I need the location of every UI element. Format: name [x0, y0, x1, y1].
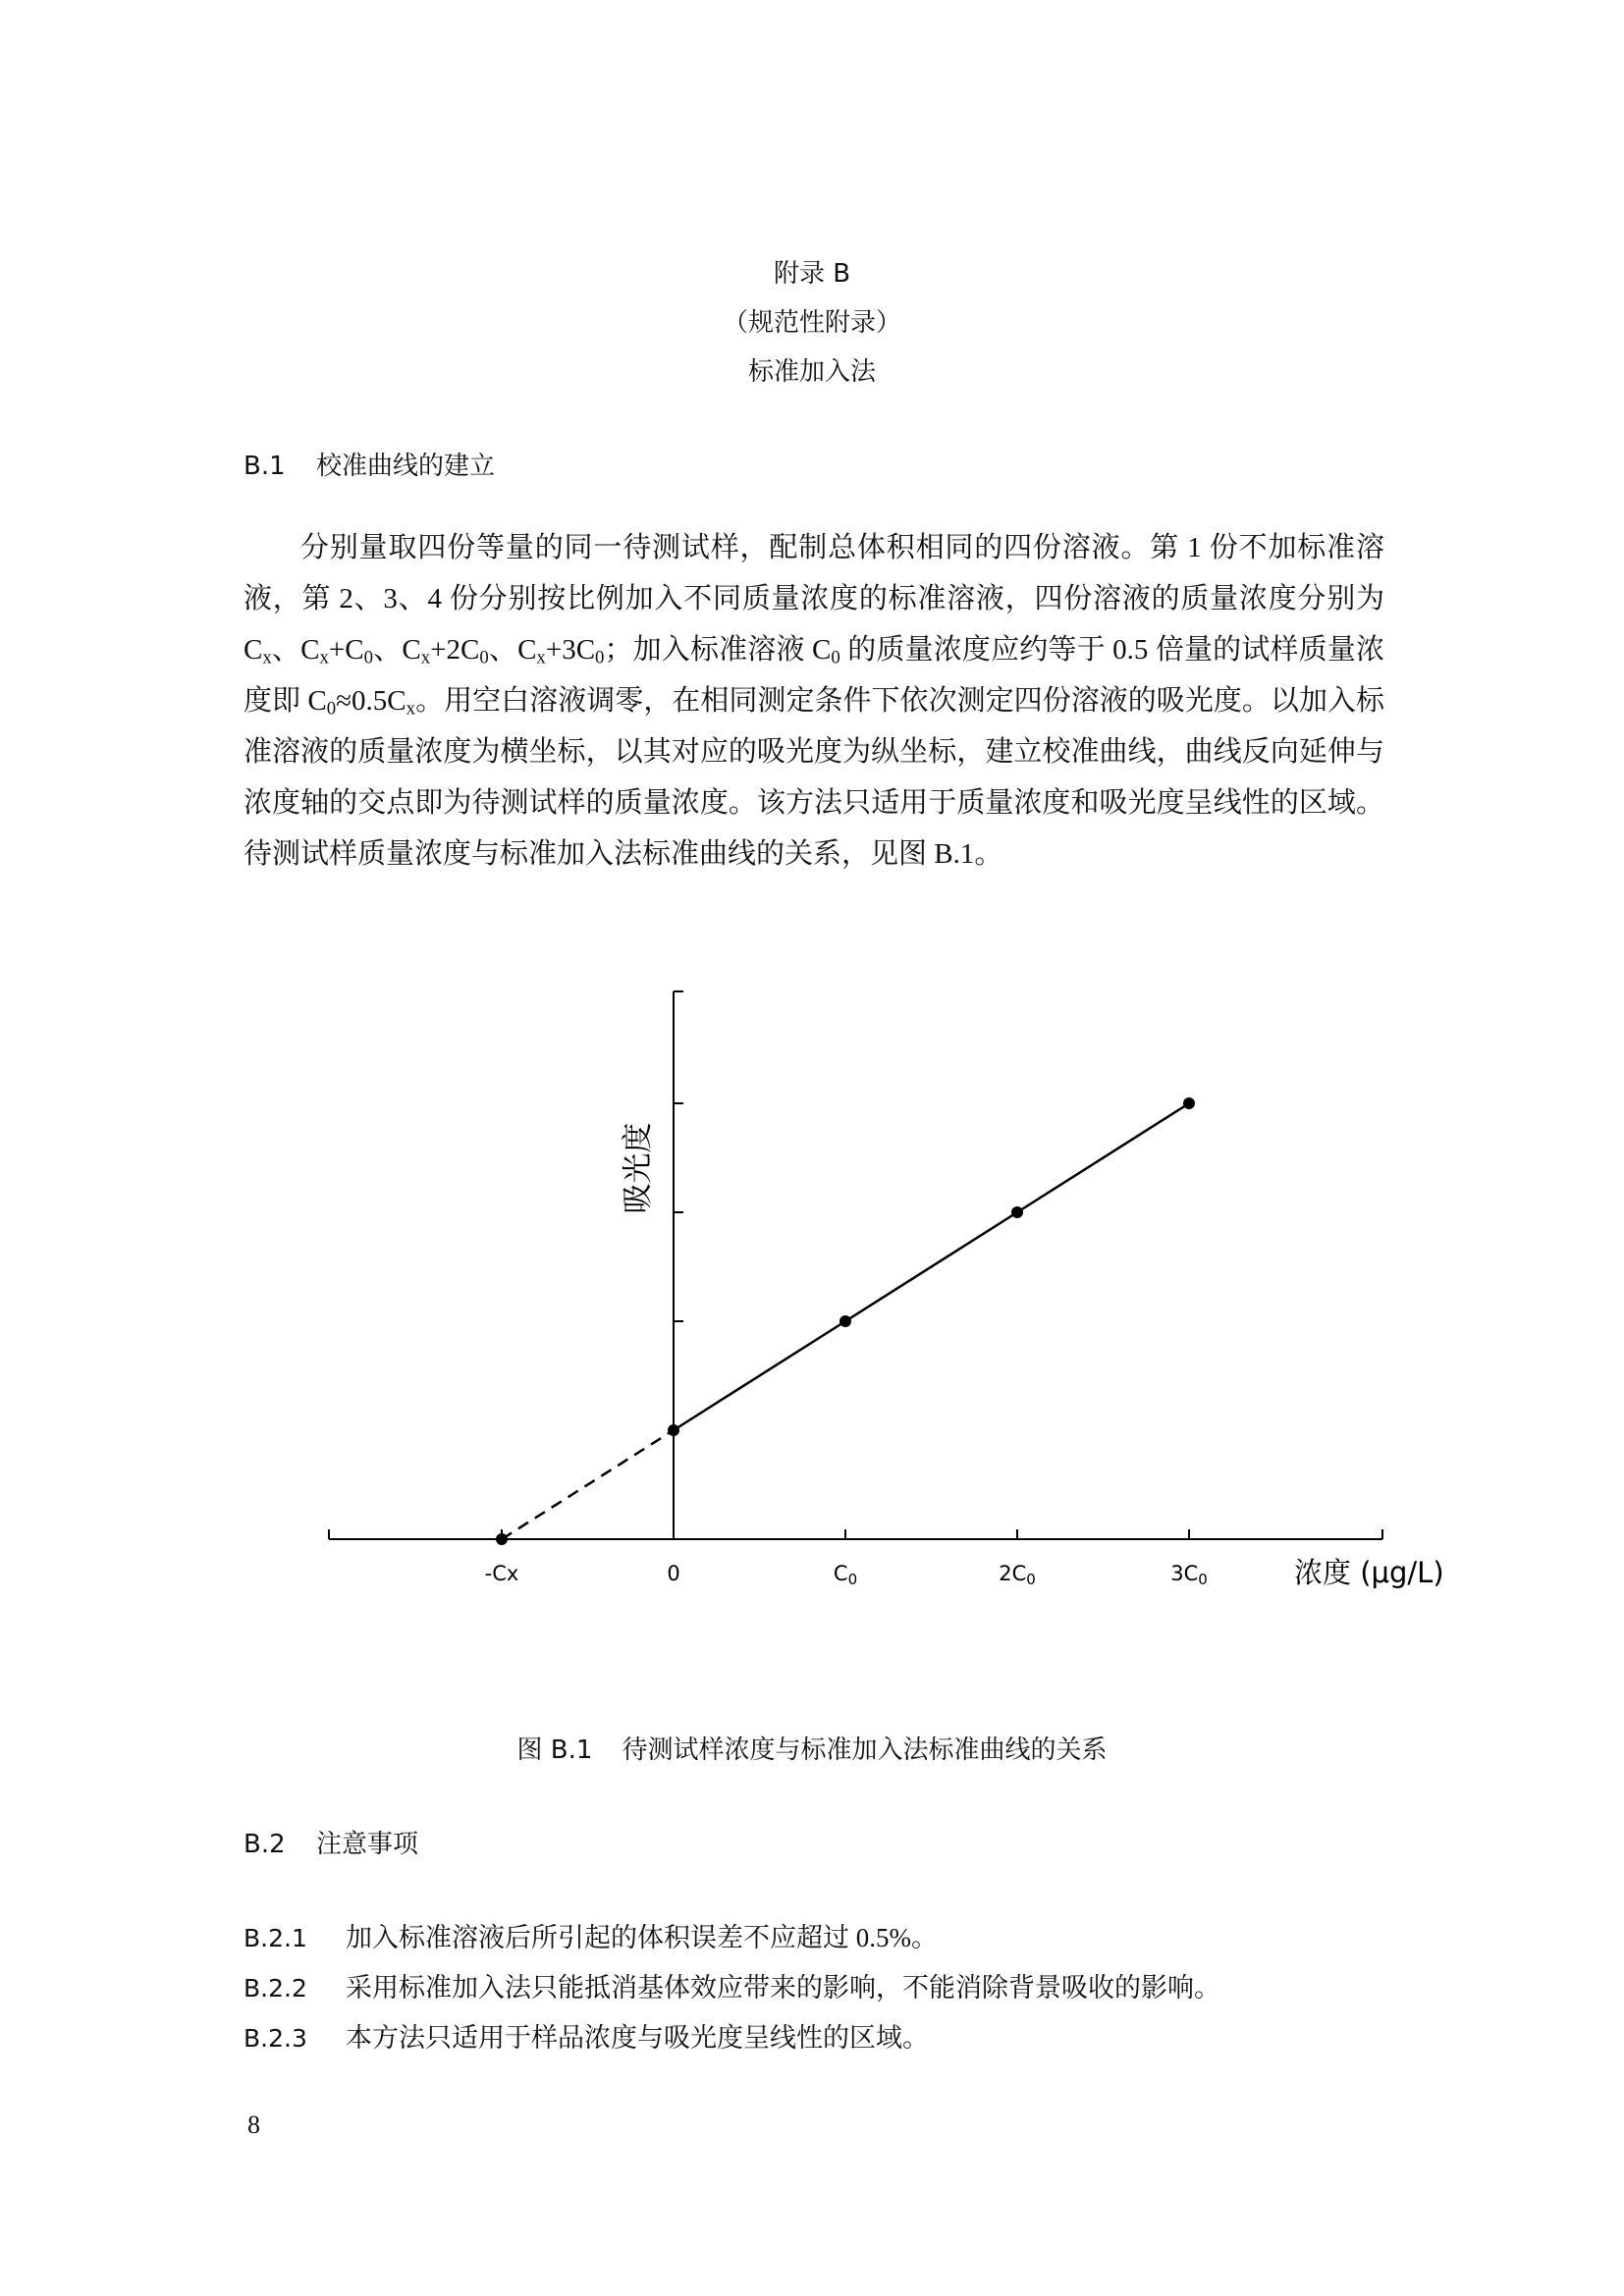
standard-addition-chart: [0, 962, 1624, 1629]
paragraph-text: 分别量取四份等量的同一待测试样，配制总体积相同的四份溶液。第 1 份不加标准溶液，第 2、3、4 份分别按比例加入不同质量浓度的标准溶液，四份溶液的质量浓度分别为 $C_x$、$C_x+C_0$、$C_x+2C_0$、$C_x+3C_0$；加入标准溶液 $C_0$ 的质量浓度应约等于 0.5 倍量的试样质量浓度即 $C_0\approx 0.5C_x$。用空白溶液调零，在相同测定条件下依次测定四份溶液的吸光度。以加入标准溶液的质量浓度为横坐标，以其对应的吸光度为纵坐标，建立校准曲线，曲线反向延伸与浓度轴的交点即为待测试样的质量浓度。该方法只适用于质量浓度和吸光度呈线性的区域。待测试样质量浓度与标准加入法标准曲线的关系，见图 B.1。: [244, 532, 1385, 870]
page-number: 8: [247, 2110, 260, 2139]
appendix-nature: （规范性附录）: [722, 308, 901, 338]
x-tick-label: C0: [833, 1562, 858, 1588]
body-paragraph: [244, 522, 1384, 880]
section-title: 校准曲线的建立: [316, 452, 496, 481]
note-item: B.2.1 加入标准溶液后所引起的体积误差不应超过 0.5%。: [244, 1923, 938, 1952]
x-tick-label: 2C0: [999, 1562, 1036, 1588]
figure-caption: [0, 1730, 1624, 1766]
data-point: [668, 1424, 679, 1436]
figure-caption-text: 待测试样浓度与标准加入法标准曲线的关系: [622, 1735, 1108, 1765]
x-tick-label: 3C0: [1170, 1562, 1208, 1588]
section-number: B.2: [244, 1830, 286, 1859]
x-tick-label: -Cx: [484, 1562, 519, 1585]
section-b2-heading: [244, 1824, 418, 1860]
section-b1-heading: [244, 446, 495, 482]
figure-number: 图 B.1: [516, 1735, 593, 1765]
data-point: [839, 1315, 851, 1327]
note-item: B.2.3 本方法只适用于样品浓度与吸光度呈线性的区域。: [244, 2023, 929, 2053]
data-point: [1011, 1206, 1023, 1218]
data-point: [496, 1533, 508, 1545]
extrapolated-line: [502, 1430, 674, 1539]
x-tick-label: 0: [667, 1562, 680, 1585]
calibration-line: [674, 1103, 1189, 1430]
x-axis-label: 浓度 (μg/L): [1294, 1556, 1444, 1589]
section-title: 注意事项: [316, 1830, 419, 1859]
appendix-title: 附录 B: [773, 259, 851, 289]
note-item: B.2.2 采用标准加入法只能抵消基体效应带来的影响，不能消除背景吸收的影响。: [244, 1973, 1220, 2002]
data-point: [1183, 1097, 1195, 1109]
y-axis-label: 吸光度: [621, 1122, 656, 1214]
appendix-name: 标准加入法: [747, 357, 876, 387]
section-number: B.1: [244, 452, 286, 481]
